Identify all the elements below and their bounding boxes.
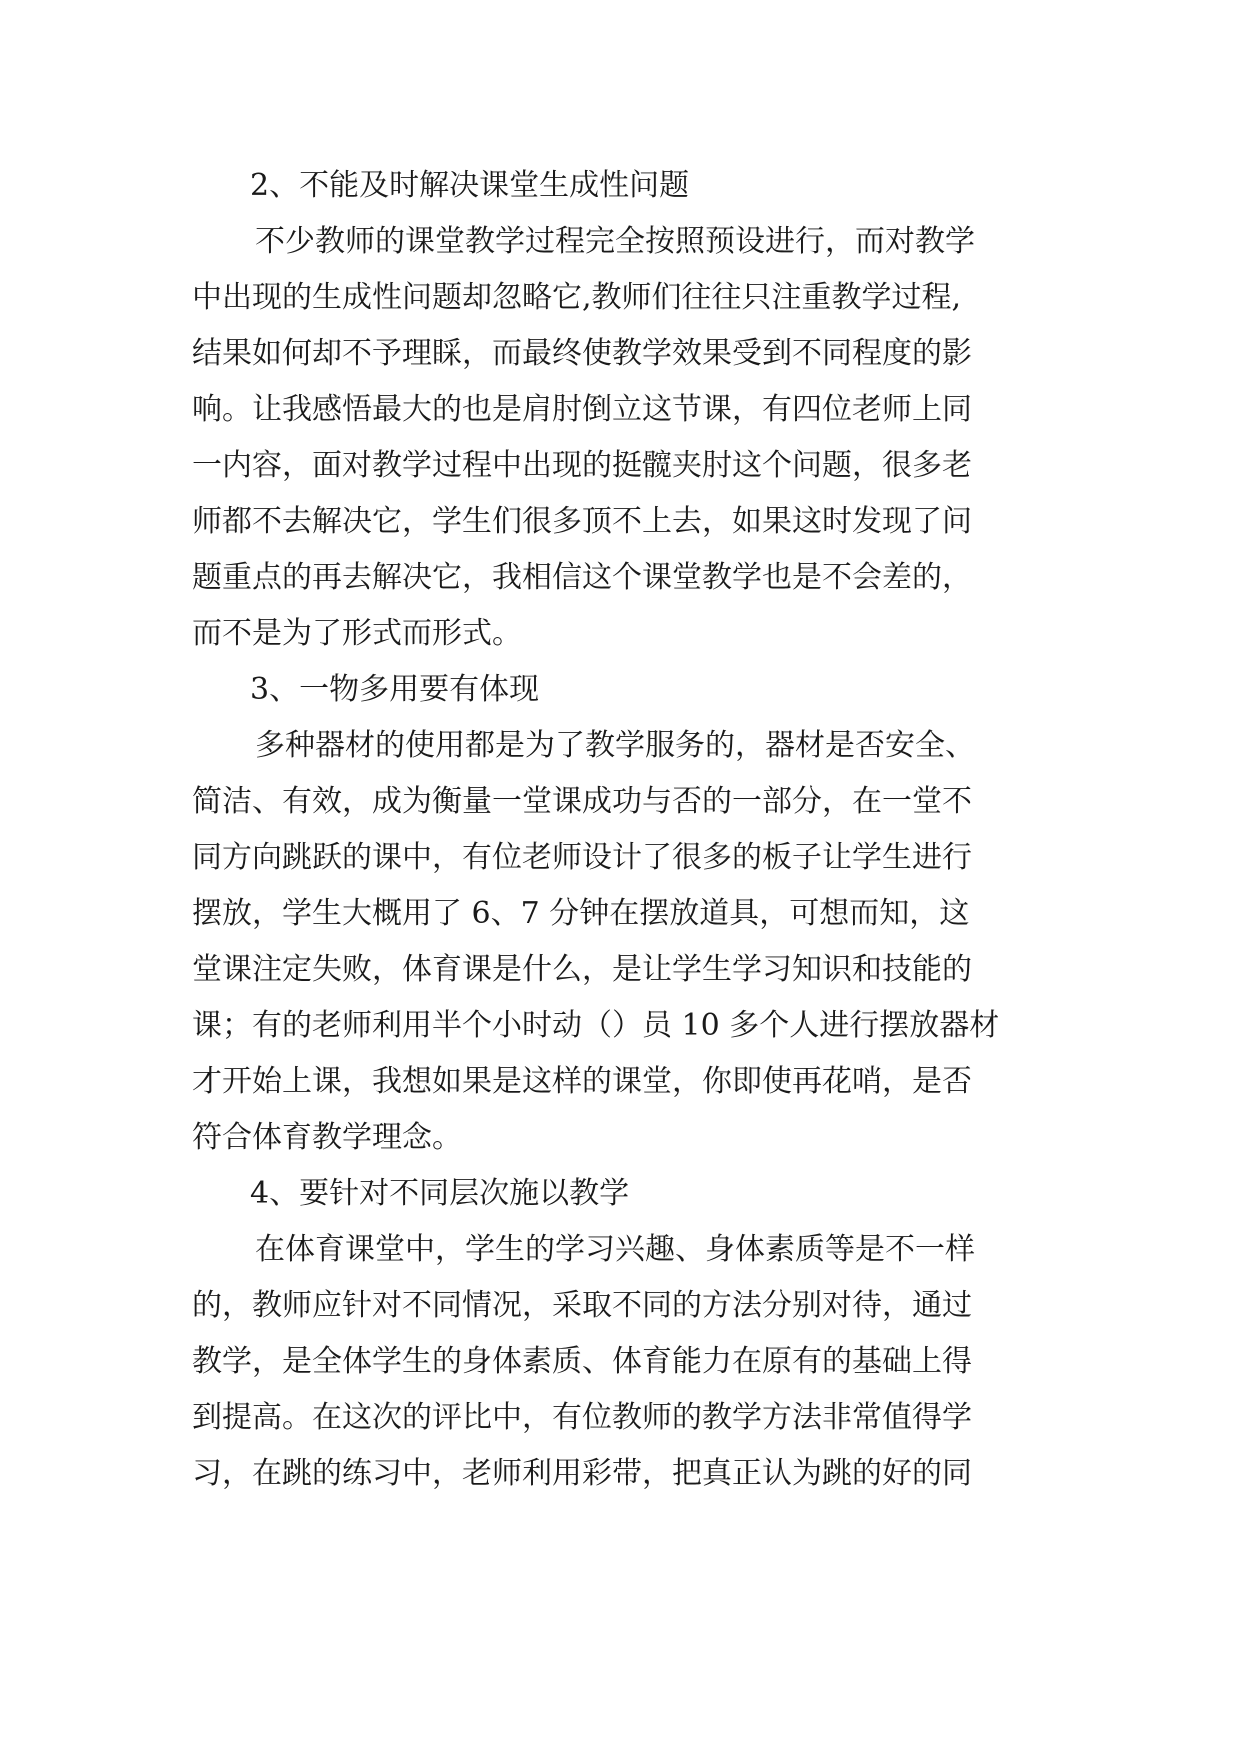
section-heading-4: 4、要针对不同层次施以教学: [250, 1176, 630, 1211]
paragraph-line: 一内容，面对教学过程中出现的挺髋夹肘这个问题，很多老: [192, 448, 972, 483]
section-heading-2: 2、不能及时解决课堂生成性问题: [250, 168, 690, 203]
paragraph-line: 同方向跳跃的课中，有位老师设计了很多的板子让学生进行: [192, 840, 972, 875]
paragraph-line: 习，在跳的练习中，老师利用彩带，把真正认为跳的好的同: [192, 1456, 972, 1491]
paragraph-line: 摆放，学生大概用了 6、7 分钟在摆放道具，可想而知，这: [192, 896, 970, 931]
paragraph-line: 中出现的生成性问题却忽略它,教师们往往只注重教学过程,: [192, 280, 962, 315]
paragraph-line: 教学，是全体学生的身体素质、体育能力在原有的基础上得: [192, 1344, 972, 1379]
paragraph-line: 而不是为了形式而形式。: [192, 616, 522, 651]
paragraph-line: 符合体育教学理念。: [192, 1120, 462, 1155]
paragraph-line: 才开始上课，我想如果是这样的课堂，你即使再花哨，是否: [192, 1064, 972, 1099]
paragraph-line: 到提高。在这次的评比中，有位教师的教学方法非常值得学: [192, 1400, 972, 1435]
paragraph-line: 在体育课堂中，学生的学习兴趣、身体素质等是不一样: [255, 1232, 975, 1267]
paragraph-line: 堂课注定失败，体育课是什么，是让学生学习知识和技能的: [192, 952, 972, 987]
section-heading-3: 3、一物多用要有体现: [250, 672, 540, 707]
paragraph-line: 题重点的再去解决它，我相信这个课堂教学也是不会差的，: [192, 560, 972, 595]
paragraph-line: 的，教师应针对不同情况，采取不同的方法分别对待，通过: [192, 1288, 972, 1323]
paragraph-line: 响。让我感悟最大的也是肩肘倒立这节课，有四位老师上同: [192, 392, 972, 427]
paragraph-line: 简洁、有效，成为衡量一堂课成功与否的一部分，在一堂不: [192, 784, 972, 819]
paragraph-line: 不少教师的课堂教学过程完全按照预设进行，而对教学: [255, 224, 975, 259]
paragraph-line: 结果如何却不予理睬，而最终使教学效果受到不同程度的影: [192, 336, 972, 371]
paragraph-line: 师都不去解决它，学生们很多顶不上去，如果这时发现了问: [192, 504, 972, 539]
paragraph-line: 多种器材的使用都是为了教学服务的，器材是否安全、: [255, 728, 975, 763]
paragraph-line: 课；有的老师利用半个小时动（）员 10 多个人进行摆放器材: [192, 1008, 1000, 1043]
